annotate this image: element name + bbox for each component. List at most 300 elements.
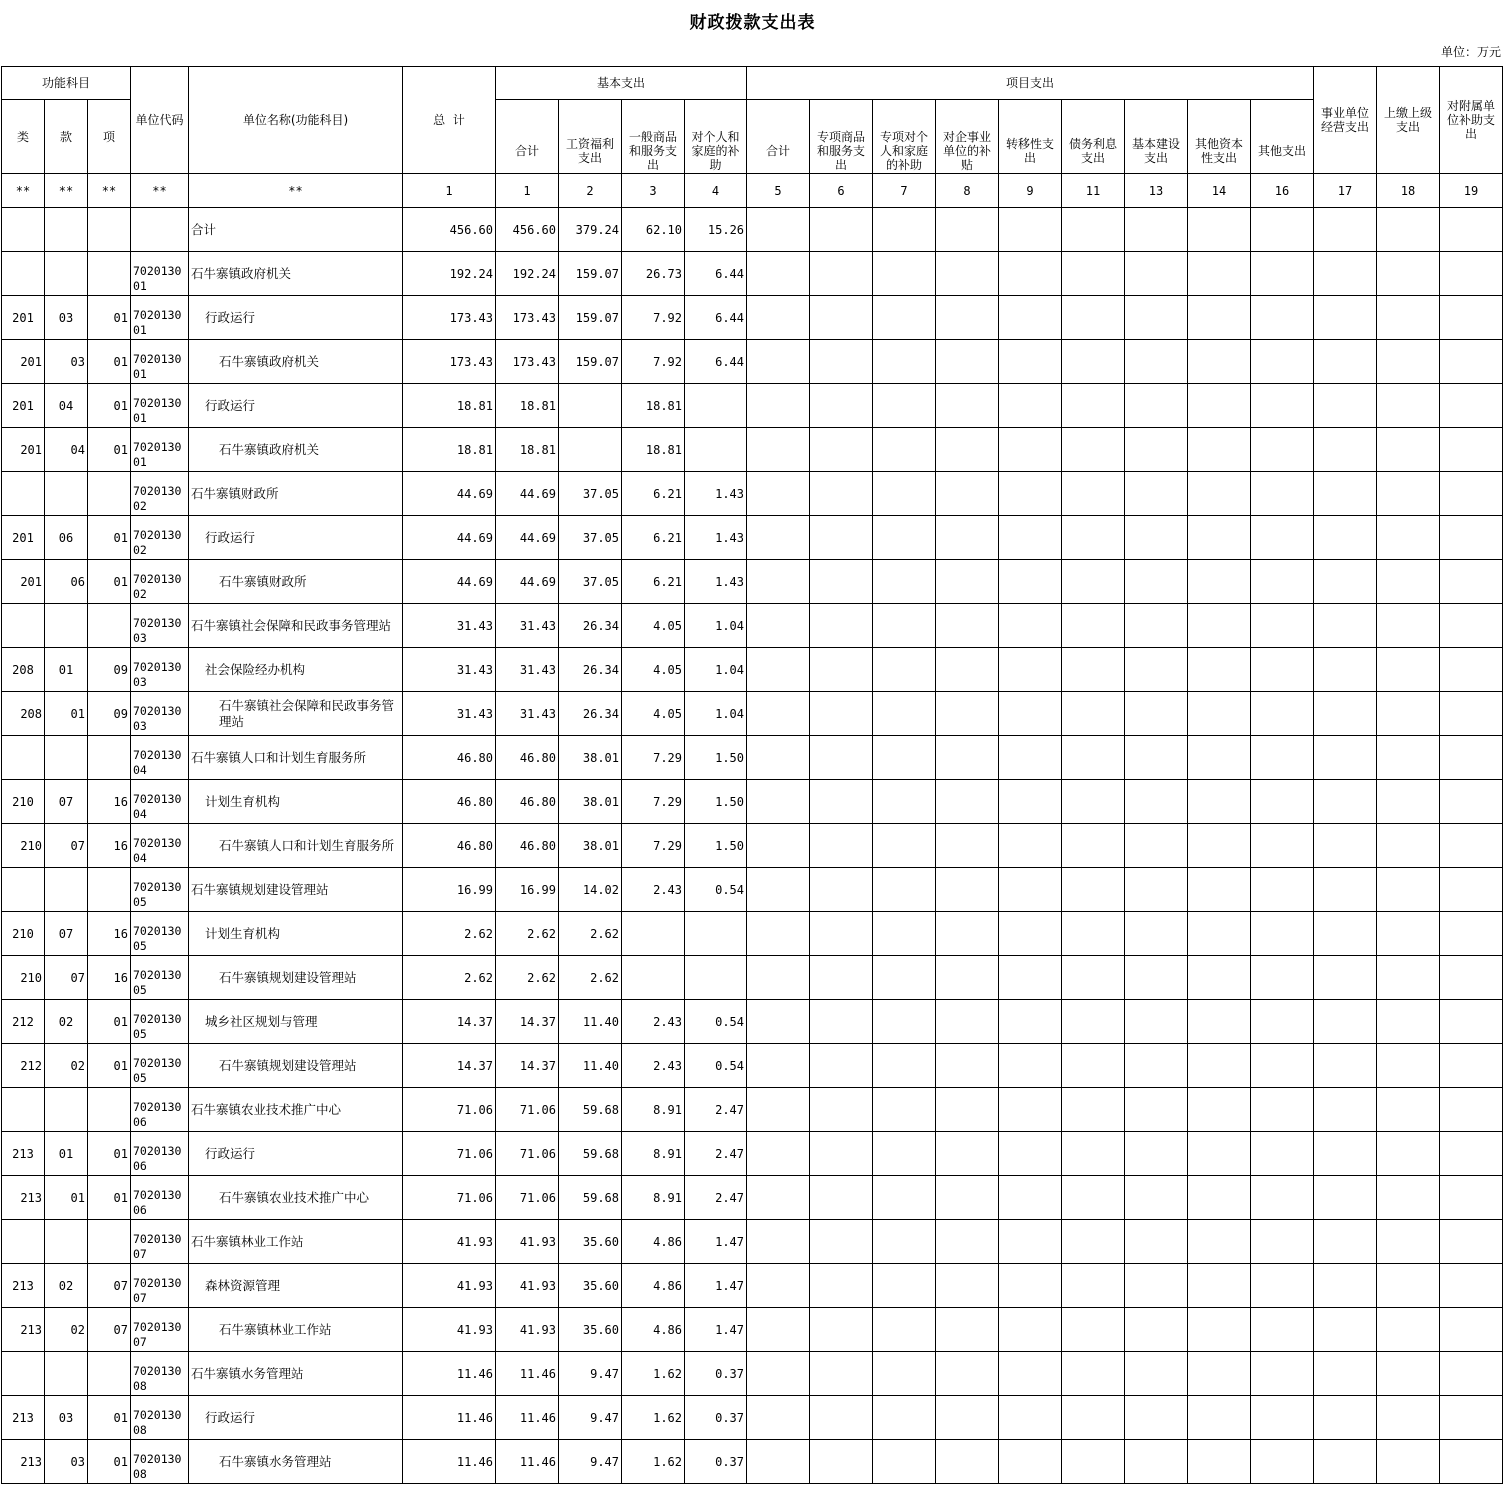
empty-cell	[936, 604, 999, 648]
basic-aid-cell: 0.54	[685, 868, 747, 912]
empty-cell	[873, 1352, 936, 1396]
lei-cell: 213	[2, 1308, 45, 1352]
empty-cell	[1188, 780, 1251, 824]
empty-cell	[999, 296, 1062, 340]
empty-cell	[1188, 340, 1251, 384]
unit-name-cell: 石牛寨镇社会保障和民政事务管理站	[189, 692, 403, 736]
xiang-cell	[88, 736, 131, 780]
basic-wage-cell: 159.07	[559, 252, 622, 296]
table-row	[2, 824, 1503, 868]
header-kuan: 款	[45, 100, 88, 174]
header-basic-total: 合计	[496, 100, 559, 174]
empty-cell	[1314, 296, 1377, 340]
basic-wage-cell: 38.01	[559, 780, 622, 824]
basic-aid-cell: 1.43	[685, 560, 747, 604]
empty-cell	[936, 1176, 999, 1220]
empty-cell	[873, 692, 936, 736]
basic-goods-cell: 7.29	[622, 824, 685, 868]
empty-cell	[1251, 868, 1314, 912]
basic-wage-cell: 2.62	[559, 956, 622, 1000]
table-row	[2, 252, 1503, 296]
empty-cell	[1314, 868, 1377, 912]
empty-cell	[1440, 1264, 1503, 1308]
basic-total-cell: 31.43	[496, 604, 559, 648]
empty-cell	[810, 736, 873, 780]
empty-cell	[1377, 1308, 1440, 1352]
empty-cell	[873, 384, 936, 428]
empty-cell	[1314, 648, 1377, 692]
basic-total-cell: 41.93	[496, 1308, 559, 1352]
empty-cell	[873, 648, 936, 692]
header-unit-name: 单位名称(功能科目)	[189, 67, 403, 174]
table-row	[2, 1220, 1503, 1264]
basic-wage-cell: 11.40	[559, 1000, 622, 1044]
empty-cell	[1251, 1176, 1314, 1220]
empty-cell	[1062, 384, 1125, 428]
empty-cell	[1377, 648, 1440, 692]
total-cell: 173.43	[403, 296, 496, 340]
kuan-cell: 02	[45, 1264, 88, 1308]
empty-cell	[1440, 1220, 1503, 1264]
unit-code-cell: 702013003	[131, 648, 189, 692]
total-cell: 192.24	[403, 252, 496, 296]
lei-cell: 210	[2, 824, 45, 868]
empty-cell	[1440, 1044, 1503, 1088]
empty-cell	[873, 1044, 936, 1088]
xiang-cell	[88, 1352, 131, 1396]
empty-cell	[1440, 780, 1503, 824]
empty-cell	[999, 384, 1062, 428]
empty-cell	[1125, 208, 1188, 252]
empty-cell	[1062, 340, 1125, 384]
unit-name-cell: 石牛寨镇水务管理站	[189, 1352, 403, 1396]
column-index-cell: **	[189, 174, 403, 208]
empty-cell	[999, 1308, 1062, 1352]
empty-cell	[1188, 868, 1251, 912]
xiang-cell	[88, 472, 131, 516]
xiang-cell: 07	[88, 1308, 131, 1352]
empty-cell	[1440, 692, 1503, 736]
basic-wage-cell	[559, 384, 622, 428]
unit-code-cell: 702013008	[131, 1396, 189, 1440]
unit-code-cell: 702013004	[131, 780, 189, 824]
basic-aid-cell: 1.47	[685, 1264, 747, 1308]
basic-goods-cell: 7.29	[622, 780, 685, 824]
basic-wage-cell: 9.47	[559, 1352, 622, 1396]
empty-cell	[1377, 428, 1440, 472]
empty-cell	[1314, 1132, 1377, 1176]
header-xiang: 项	[88, 100, 131, 174]
table-row	[2, 1000, 1503, 1044]
total-cell: 14.37	[403, 1000, 496, 1044]
empty-cell	[873, 736, 936, 780]
basic-goods-cell: 4.05	[622, 692, 685, 736]
header-project-other: 其他支出	[1251, 100, 1314, 174]
unit-code-cell	[131, 208, 189, 252]
empty-cell	[810, 1396, 873, 1440]
empty-cell	[1188, 516, 1251, 560]
xiang-cell: 01	[88, 1440, 131, 1484]
empty-cell	[936, 1220, 999, 1264]
unit-code-cell: 702013005	[131, 868, 189, 912]
unit-name-cell: 社会保险经办机构	[189, 648, 403, 692]
empty-cell	[999, 1176, 1062, 1220]
total-cell: 31.43	[403, 604, 496, 648]
empty-cell	[1251, 1132, 1314, 1176]
empty-cell	[1377, 472, 1440, 516]
header-project-capital: 其他资本性支出	[1188, 100, 1251, 174]
header-total: 总 计	[403, 67, 496, 174]
empty-cell	[1377, 824, 1440, 868]
empty-cell	[1314, 824, 1377, 868]
table-row	[2, 604, 1503, 648]
total-cell: 71.06	[403, 1132, 496, 1176]
basic-goods-cell: 7.92	[622, 296, 685, 340]
basic-total-cell: 18.81	[496, 384, 559, 428]
unit-label: 单位：万元	[1440, 45, 1501, 59]
empty-cell	[1125, 868, 1188, 912]
unit-name-cell: 石牛寨镇规划建设管理站	[189, 956, 403, 1000]
xiang-cell: 01	[88, 296, 131, 340]
empty-cell	[1062, 1264, 1125, 1308]
table-row	[2, 1396, 1503, 1440]
total-cell: 31.43	[403, 648, 496, 692]
empty-cell	[1440, 1308, 1503, 1352]
lei-cell: 213	[2, 1176, 45, 1220]
total-cell: 71.06	[403, 1176, 496, 1220]
empty-cell	[810, 604, 873, 648]
empty-cell	[1125, 428, 1188, 472]
empty-cell	[1062, 1396, 1125, 1440]
empty-cell	[873, 1440, 936, 1484]
column-index-cell: 7	[873, 174, 936, 208]
page-title: 财政拨款支出表	[689, 13, 816, 33]
empty-cell	[747, 692, 810, 736]
empty-cell	[1377, 384, 1440, 428]
empty-cell	[1314, 956, 1377, 1000]
header-project-aid: 专项对个人和家庭的补助	[873, 100, 936, 174]
xiang-cell: 16	[88, 780, 131, 824]
unit-code-cell: 702013001	[131, 296, 189, 340]
basic-total-cell: 2.62	[496, 956, 559, 1000]
empty-cell	[1440, 428, 1503, 472]
empty-cell	[1314, 1396, 1377, 1440]
header-project-interest: 债务利息支出	[1062, 100, 1125, 174]
empty-cell	[936, 296, 999, 340]
empty-cell	[873, 1088, 936, 1132]
table-row	[2, 208, 1503, 252]
xiang-cell: 01	[88, 384, 131, 428]
lei-cell: 201	[2, 428, 45, 472]
unit-code-cell: 702013005	[131, 1044, 189, 1088]
basic-aid-cell: 0.37	[685, 1396, 747, 1440]
basic-total-cell: 173.43	[496, 340, 559, 384]
empty-cell	[1251, 912, 1314, 956]
basic-wage-cell: 35.60	[559, 1264, 622, 1308]
empty-cell	[1125, 648, 1188, 692]
empty-cell	[810, 252, 873, 296]
total-cell: 11.46	[403, 1352, 496, 1396]
lei-cell: 201	[2, 560, 45, 604]
empty-cell	[999, 604, 1062, 648]
xiang-cell: 01	[88, 1000, 131, 1044]
empty-cell	[1188, 1176, 1251, 1220]
unit-name-cell: 森林资源管理	[189, 1264, 403, 1308]
empty-cell	[1377, 1132, 1440, 1176]
empty-cell	[1251, 604, 1314, 648]
kuan-cell: 07	[45, 780, 88, 824]
header-project-total: 合计	[747, 100, 810, 174]
unit-name-cell: 石牛寨镇政府机关	[189, 340, 403, 384]
empty-cell	[936, 956, 999, 1000]
header-project-transfer: 转移性支出	[999, 100, 1062, 174]
empty-cell	[936, 736, 999, 780]
basic-goods-cell: 2.43	[622, 868, 685, 912]
kuan-cell	[45, 1352, 88, 1396]
empty-cell	[747, 560, 810, 604]
empty-cell	[936, 1044, 999, 1088]
column-index-cell: 4	[685, 174, 747, 208]
empty-cell	[1377, 560, 1440, 604]
lei-cell: 212	[2, 1044, 45, 1088]
empty-cell	[1062, 1044, 1125, 1088]
empty-cell	[1251, 1044, 1314, 1088]
empty-cell	[1440, 604, 1503, 648]
empty-cell	[1251, 384, 1314, 428]
empty-cell	[1062, 252, 1125, 296]
empty-cell	[747, 736, 810, 780]
column-index-cell: 13	[1125, 174, 1188, 208]
unit-name-cell: 石牛寨镇农业技术推广中心	[189, 1176, 403, 1220]
empty-cell	[999, 780, 1062, 824]
empty-cell	[1062, 1352, 1125, 1396]
basic-goods-cell: 8.91	[622, 1088, 685, 1132]
empty-cell	[1314, 604, 1377, 648]
header-project: 项目支出	[747, 67, 1314, 100]
kuan-cell	[45, 604, 88, 648]
empty-cell	[1251, 1264, 1314, 1308]
empty-cell	[810, 1308, 873, 1352]
basic-wage-cell: 35.60	[559, 1220, 622, 1264]
basic-wage-cell: 59.68	[559, 1176, 622, 1220]
kuan-cell	[45, 1088, 88, 1132]
empty-cell	[810, 824, 873, 868]
total-cell: 46.80	[403, 824, 496, 868]
total-cell: 31.43	[403, 692, 496, 736]
table-row	[2, 1044, 1503, 1088]
table-row	[2, 912, 1503, 956]
basic-wage-cell: 59.68	[559, 1088, 622, 1132]
empty-cell	[873, 912, 936, 956]
empty-cell	[1188, 736, 1251, 780]
basic-total-cell: 31.43	[496, 648, 559, 692]
lei-cell: 213	[2, 1264, 45, 1308]
empty-cell	[1377, 1176, 1440, 1220]
empty-cell	[1125, 1176, 1188, 1220]
empty-cell	[1125, 956, 1188, 1000]
xiang-cell: 16	[88, 912, 131, 956]
basic-aid-cell: 1.04	[685, 604, 747, 648]
empty-cell	[873, 560, 936, 604]
header-basic: 基本支出	[496, 67, 747, 100]
header-biz-op: 事业单位经营支出	[1314, 67, 1377, 174]
basic-goods-cell: 6.21	[622, 516, 685, 560]
empty-cell	[747, 1396, 810, 1440]
xiang-cell	[88, 1220, 131, 1264]
basic-total-cell: 71.06	[496, 1176, 559, 1220]
empty-cell	[747, 1440, 810, 1484]
basic-wage-cell: 38.01	[559, 824, 622, 868]
empty-cell	[999, 824, 1062, 868]
empty-cell	[810, 428, 873, 472]
basic-total-cell: 18.81	[496, 428, 559, 472]
empty-cell	[936, 912, 999, 956]
empty-cell	[1062, 296, 1125, 340]
empty-cell	[936, 1352, 999, 1396]
xiang-cell	[88, 252, 131, 296]
empty-cell	[810, 384, 873, 428]
empty-cell	[1188, 824, 1251, 868]
expenditure-table	[1, 66, 1503, 1484]
lei-cell: 213	[2, 1396, 45, 1440]
basic-total-cell: 11.46	[496, 1396, 559, 1440]
basic-total-cell: 46.80	[496, 736, 559, 780]
empty-cell	[936, 516, 999, 560]
empty-cell	[1188, 1132, 1251, 1176]
basic-aid-cell: 1.50	[685, 736, 747, 780]
empty-cell	[1125, 1264, 1188, 1308]
unit-name-cell: 石牛寨镇林业工作站	[189, 1220, 403, 1264]
empty-cell	[999, 252, 1062, 296]
column-index-cell: **	[2, 174, 45, 208]
header-func-subject: 功能科目	[2, 67, 131, 100]
empty-cell	[1062, 516, 1125, 560]
empty-cell	[873, 1264, 936, 1308]
empty-cell	[1125, 692, 1188, 736]
table-row	[2, 296, 1503, 340]
empty-cell	[873, 1308, 936, 1352]
empty-cell	[1440, 1000, 1503, 1044]
kuan-cell: 01	[45, 1176, 88, 1220]
empty-cell	[1062, 736, 1125, 780]
empty-cell	[1377, 340, 1440, 384]
column-index-cell: 14	[1188, 174, 1251, 208]
kuan-cell: 07	[45, 824, 88, 868]
unit-code-cell: 702013007	[131, 1220, 189, 1264]
empty-cell	[810, 780, 873, 824]
empty-cell	[1188, 956, 1251, 1000]
basic-goods-cell	[622, 912, 685, 956]
empty-cell	[1188, 296, 1251, 340]
empty-cell	[747, 912, 810, 956]
basic-total-cell: 44.69	[496, 516, 559, 560]
empty-cell	[810, 340, 873, 384]
basic-wage-cell: 37.05	[559, 516, 622, 560]
basic-total-cell: 173.43	[496, 296, 559, 340]
empty-cell	[1125, 560, 1188, 604]
basic-aid-cell: 1.43	[685, 472, 747, 516]
basic-wage-cell: 26.34	[559, 604, 622, 648]
kuan-cell: 01	[45, 692, 88, 736]
header-lei: 类	[2, 100, 45, 174]
empty-cell	[1188, 1396, 1251, 1440]
basic-aid-cell	[685, 428, 747, 472]
lei-cell: 213	[2, 1440, 45, 1484]
empty-cell	[810, 912, 873, 956]
empty-cell	[1377, 1440, 1440, 1484]
empty-cell	[1188, 1352, 1251, 1396]
kuan-cell: 04	[45, 428, 88, 472]
table-body	[2, 208, 1503, 1484]
empty-cell	[1377, 208, 1440, 252]
empty-cell	[936, 1264, 999, 1308]
total-cell: 18.81	[403, 428, 496, 472]
empty-cell	[1188, 1044, 1251, 1088]
empty-cell	[1125, 516, 1188, 560]
basic-aid-cell: 6.44	[685, 340, 747, 384]
unit-code-cell: 702013005	[131, 956, 189, 1000]
basic-wage-cell: 9.47	[559, 1440, 622, 1484]
empty-cell	[936, 648, 999, 692]
unit-name-cell: 行政运行	[189, 1132, 403, 1176]
empty-cell	[1188, 384, 1251, 428]
xiang-cell: 16	[88, 956, 131, 1000]
empty-cell	[1125, 1396, 1188, 1440]
kuan-cell: 01	[45, 1132, 88, 1176]
kuan-cell: 02	[45, 1044, 88, 1088]
basic-total-cell: 31.43	[496, 692, 559, 736]
empty-cell	[1188, 560, 1251, 604]
empty-cell	[747, 1308, 810, 1352]
empty-cell	[873, 868, 936, 912]
empty-cell	[873, 1220, 936, 1264]
basic-goods-cell: 8.91	[622, 1132, 685, 1176]
lei-cell: 208	[2, 692, 45, 736]
table-row	[2, 1264, 1503, 1308]
total-cell: 41.93	[403, 1308, 496, 1352]
empty-cell	[1251, 340, 1314, 384]
empty-cell	[1314, 1176, 1377, 1220]
basic-wage-cell: 14.02	[559, 868, 622, 912]
basic-goods-cell: 18.81	[622, 428, 685, 472]
basic-total-cell: 192.24	[496, 252, 559, 296]
empty-cell	[747, 824, 810, 868]
column-index-cell: 1	[403, 174, 496, 208]
empty-cell	[1251, 1440, 1314, 1484]
empty-cell	[1251, 648, 1314, 692]
empty-cell	[1251, 208, 1314, 252]
empty-cell	[1314, 252, 1377, 296]
header-basic-wage: 工资福利支出	[559, 100, 622, 174]
empty-cell	[999, 472, 1062, 516]
empty-cell	[810, 1044, 873, 1088]
basic-aid-cell: 6.44	[685, 252, 747, 296]
empty-cell	[999, 868, 1062, 912]
unit-name-cell: 行政运行	[189, 516, 403, 560]
basic-total-cell: 44.69	[496, 560, 559, 604]
empty-cell	[747, 252, 810, 296]
empty-cell	[1062, 692, 1125, 736]
empty-cell	[999, 956, 1062, 1000]
unit-name-cell: 石牛寨镇财政所	[189, 472, 403, 516]
empty-cell	[873, 1132, 936, 1176]
empty-cell	[1314, 1308, 1377, 1352]
empty-cell	[747, 1132, 810, 1176]
basic-aid-cell	[685, 384, 747, 428]
basic-aid-cell: 0.37	[685, 1440, 747, 1484]
unit-code-cell: 702013001	[131, 340, 189, 384]
empty-cell	[1188, 648, 1251, 692]
